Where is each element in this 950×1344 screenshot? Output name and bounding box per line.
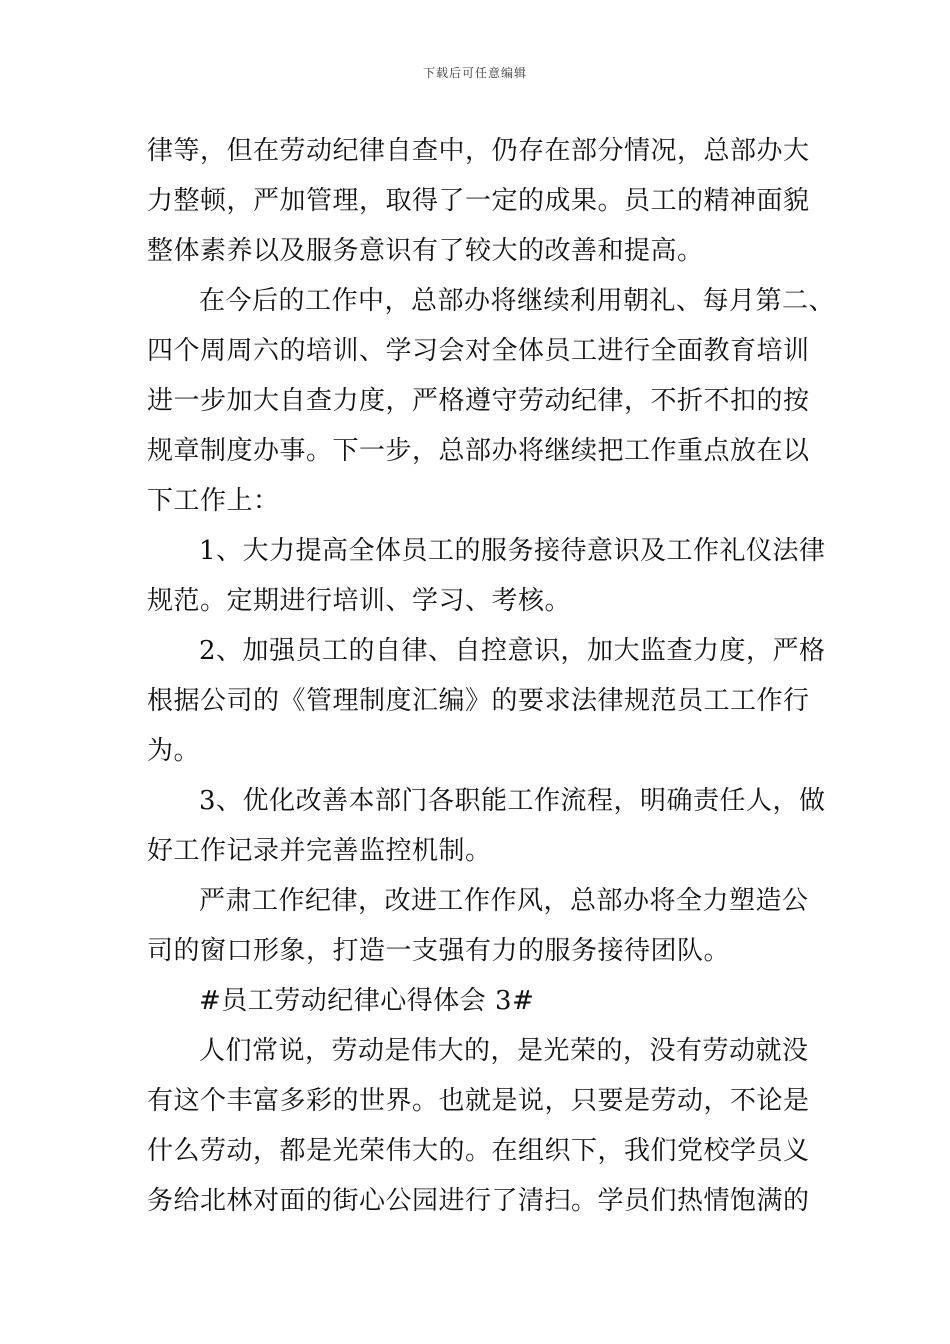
text-line: 四个周周六的培训、学习会对全体员工进行全面教育培训 bbox=[147, 336, 810, 366]
paragraph-start: 在今后的工作中，总部办将继续利用朝礼、每月第二、 bbox=[199, 286, 836, 316]
text-line: 规章制度办事。下一步，总部办将继续把工作重点放在以 bbox=[147, 436, 810, 466]
text-line: 规范。定期进行培训、学习、考核。 bbox=[147, 586, 572, 616]
text-line: 什么劳动，都是光荣伟大的。在组织下，我们党校学员义 bbox=[147, 1136, 810, 1166]
text-line: 司的窗口形象，打造一支强有力的服务接待团队。 bbox=[147, 936, 731, 966]
text-line: 务给北林对面的街心公园进行了清扫。学员们热情饱满的 bbox=[147, 1186, 810, 1216]
page-header: 下载后可任意编辑 bbox=[422, 66, 527, 80]
document-body bbox=[147, 126, 836, 1226]
text-line: 整体素养以及服务意识有了较大的改善和提高。 bbox=[147, 236, 704, 266]
list-item-1: 1、大力提高全体员工的服务接待意识及工作礼仪法律 bbox=[199, 536, 826, 566]
list-item-2: 2、加强员工的自律、自控意识，加大监查力度，严格 bbox=[199, 636, 826, 666]
paragraph-start: 人们常说，劳动是伟大的，是光荣的，没有劳动就没 bbox=[199, 1036, 809, 1066]
text-line: 为。 bbox=[147, 736, 201, 766]
text-line: 根据公司的《管理制度汇编》的要求法律规范员工工作行 bbox=[147, 686, 810, 716]
section-heading: #员工劳动纪律心得体会 3# bbox=[199, 986, 535, 1016]
text-line: 力整顿，严加管理，取得了一定的成果。员工的精神面貌 bbox=[147, 186, 810, 216]
text-line: 好工作记录并完善监控机制。 bbox=[147, 836, 492, 866]
text-line: 下工作上： bbox=[147, 486, 280, 516]
text-line: 有这个丰富多彩的世界。也就是说，只要是劳动，不论是 bbox=[147, 1086, 810, 1116]
text-line: 律等，但在劳动纪律自查中，仍存在部分情况，总部办大 bbox=[147, 136, 810, 166]
list-item-3: 3、优化改善本部门各职能工作流程，明确责任人，做 bbox=[199, 786, 826, 816]
text-line: 进一步加大自查力度，严格遵守劳动纪律，不折不扣的按 bbox=[147, 386, 810, 416]
paragraph-start: 严肃工作纪律，改进工作作风，总部办将全力塑造公 bbox=[199, 886, 809, 916]
